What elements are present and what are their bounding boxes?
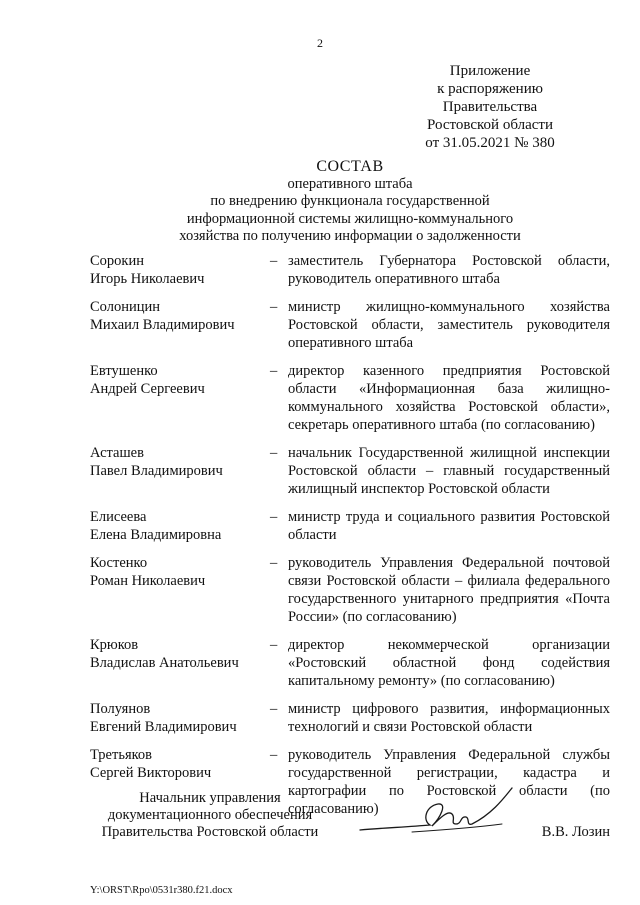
- member-surname: Асташев: [90, 445, 144, 461]
- signature-block: [90, 790, 610, 850]
- dash-separator: –: [270, 747, 278, 763]
- member-row: [90, 362, 610, 434]
- title-line: оперативного штаба: [287, 175, 413, 192]
- member-role: министр труда и социального развития Ростовской области: [288, 509, 610, 543]
- member-given-name: Евгений Владимирович: [90, 719, 237, 735]
- document-title: [90, 158, 610, 246]
- dash-separator: –: [270, 509, 278, 525]
- member-surname: Костенко: [90, 555, 148, 571]
- member-role: заместитель Губернатора Ростовской области, руководитель оперативного штаба: [288, 253, 610, 287]
- member-given-name: Игорь Николаевич: [90, 271, 205, 287]
- member-surname: Елисеева: [90, 509, 147, 525]
- signatory-title: [90, 790, 330, 841]
- dash-separator: –: [270, 253, 278, 269]
- member-given-name: Андрей Сергеевич: [90, 381, 205, 397]
- signatory-title-line: документационного обеспечения: [107, 807, 313, 823]
- member-name: [90, 554, 270, 626]
- member-surname: Евтушенко: [90, 363, 158, 379]
- member-row: [90, 508, 610, 544]
- file-path: Y:\ORST\Rpo\0531r380.f21.docx: [90, 885, 233, 896]
- handwritten-signature: [352, 784, 522, 844]
- member-row: [90, 444, 610, 498]
- title-line: по внедрению функционала государственной: [210, 193, 490, 209]
- dash-separator: –: [270, 363, 278, 379]
- member-name: [90, 444, 270, 498]
- member-row: [90, 252, 610, 288]
- member-surname: Солоницин: [90, 299, 161, 315]
- dash-separator: –: [270, 299, 278, 315]
- member-name: [90, 362, 270, 434]
- member-name: [90, 252, 270, 288]
- signatory-title-line: Начальник управления: [139, 790, 281, 806]
- member-surname: Полуянов: [90, 701, 151, 717]
- member-row: [90, 298, 610, 352]
- member-role: директор некоммерческой организации «Ростовский областной фонд содействия капитальному ремонту» (по согласованию): [288, 637, 610, 689]
- member-role: директор казенного предприятия Ростовской области «Информационная база жилищно-коммунального хозяйства Ростовской области», секретарь оперативного штаба (по согласованию): [288, 363, 610, 433]
- dash-separator: –: [270, 701, 278, 717]
- member-role: руководитель Управления Федеральной службы государственной регистрации, кадастра и картографии по Ростовской области (по согласованию): [288, 747, 610, 817]
- member-row: [90, 554, 610, 626]
- dash-separator: –: [270, 637, 278, 653]
- appendix-line: Ростовской области: [427, 117, 553, 133]
- member-given-name: Владислав Анатольевич: [90, 655, 239, 671]
- member-surname: Крюков: [90, 637, 139, 653]
- appendix-header: [400, 62, 580, 152]
- dash-separator: –: [270, 555, 278, 571]
- title-heading: СОСТАВ: [316, 158, 384, 175]
- dash-separator: –: [270, 445, 278, 461]
- member-row: [90, 700, 610, 736]
- member-surname: Сорокин: [90, 253, 144, 269]
- member-given-name: Сергей Викторович: [90, 765, 212, 781]
- appendix-line: Приложение: [449, 63, 531, 79]
- appendix-line: от 31.05.2021 № 380: [425, 135, 555, 151]
- member-name: [90, 700, 270, 736]
- member-role: министр жилищно-коммунального хозяйства Ростовской области, заместитель руководителя оперативного штаба: [288, 299, 610, 351]
- title-line: информационной системы жилищно-коммунального: [186, 210, 514, 227]
- title-line: хозяйства по получению информации о задолженности: [179, 228, 521, 244]
- member-role: министр цифрового развития, информационных технологий и связи Ростовской области: [288, 701, 610, 735]
- members-list: [90, 252, 610, 828]
- page-number: 2: [317, 36, 323, 50]
- member-name: [90, 636, 270, 690]
- member-given-name: Роман Николаевич: [90, 573, 206, 589]
- member-role: начальник Государственной жилищной инспекции Ростовской области – главный государственный жилищный инспектор Ростовской области: [288, 445, 610, 497]
- member-surname: Третьяков: [90, 747, 153, 763]
- member-name: [90, 298, 270, 352]
- member-name: [90, 508, 270, 544]
- member-given-name: Михаил Владимирович: [90, 317, 235, 333]
- member-given-name: Елена Владимировна: [90, 527, 222, 543]
- signatory-title-line: Правительства Ростовской области: [101, 824, 319, 840]
- signatory-name: В.В. Лозин: [541, 824, 610, 840]
- appendix-line: Правительства: [442, 99, 538, 115]
- appendix-line: к распоряжению: [437, 81, 543, 97]
- member-given-name: Павел Владимирович: [90, 463, 223, 479]
- member-role: руководитель Управления Федеральной почтовой связи Ростовской области – филиала федерального государственного унитарного предприятия «Почта России» (по согласованию): [288, 555, 610, 625]
- member-row: [90, 636, 610, 690]
